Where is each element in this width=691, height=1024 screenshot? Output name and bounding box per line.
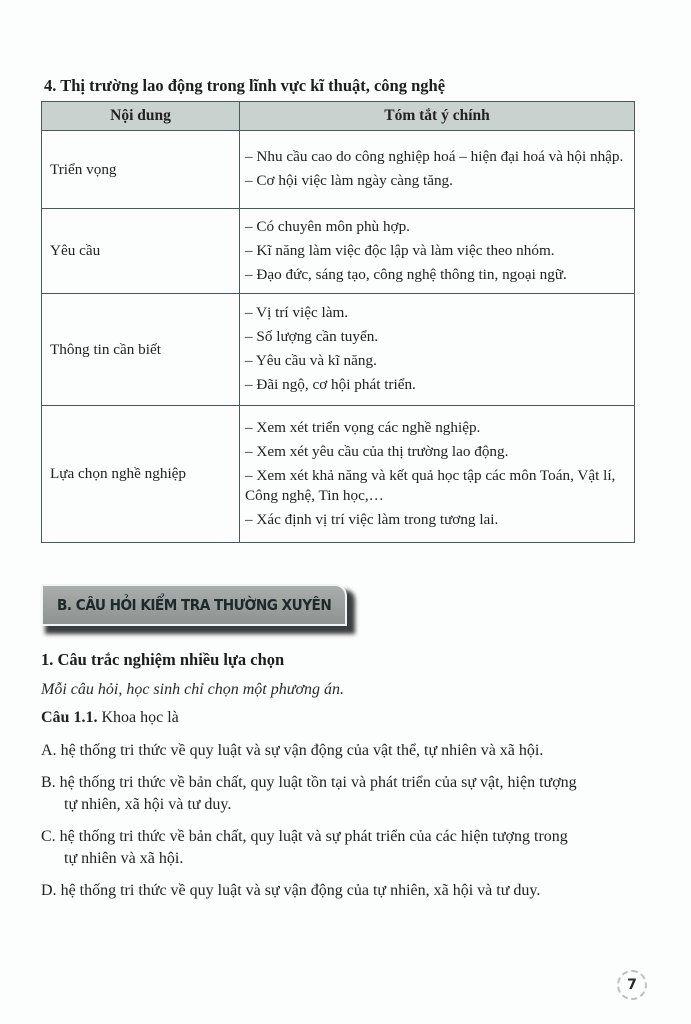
section-heading: 4. Thị trường lao động trong lĩnh vực kĩ thuật, công nghệ [44, 76, 446, 95]
table-row [42, 406, 635, 543]
bullet-point: – Cơ hội việc làm ngày càng tăng. [245, 172, 453, 189]
option-letter: A. [41, 742, 57, 759]
instruction-text: Mỗi câu hỏi, học sinh chỉ chọn một phương án. [41, 681, 345, 698]
row-content [240, 294, 635, 406]
row-label: Triển vọng [42, 131, 240, 209]
sub-heading: 1. Câu trắc nghiệm nhiều lựa chọn [41, 650, 285, 669]
option-a [41, 740, 641, 762]
bullet-point: – Xem xét triển vọng các nghề nghiệp. [245, 418, 481, 436]
bullet-point: – Yêu cầu và kĩ năng. [245, 352, 377, 369]
section-banner [41, 584, 355, 634]
row-content [240, 209, 635, 294]
option-c [41, 826, 641, 870]
table-header-row [42, 102, 635, 131]
option-d [41, 880, 641, 902]
row-label: Yêu cầu [42, 209, 240, 294]
bullet-point: – Kĩ năng làm việc độc lập và làm việc theo nhóm. [245, 241, 555, 259]
bullet-point: – Đãi ngộ, cơ hội phát triển. [245, 376, 416, 393]
table-row [42, 131, 635, 209]
column-header-content: Nội dung [42, 102, 240, 131]
row-content [240, 406, 635, 543]
summary-table [41, 101, 635, 543]
option-letter: C. [41, 828, 56, 845]
bullet-point: – Xác định vị trí việc làm trong tương lai. [245, 510, 499, 528]
bullet-point: – Xem xét yêu cầu của thị trường lao động. [245, 442, 509, 460]
bullet-point: – Đạo đức, sáng tạo, công nghệ thông tin, ngoại ngữ. [245, 265, 567, 283]
option-text: hệ thống tri thức về bản chất, quy luật và sự phát triển của các hiện tượng trong [55, 828, 568, 845]
bullet-point: – Số lượng cần tuyển. [245, 328, 379, 345]
option-letter: B. [41, 774, 56, 791]
table-row [42, 209, 635, 294]
question [41, 709, 179, 727]
bullet-point: – Có chuyên môn phù hợp. [245, 217, 410, 235]
bullet-point: – Vị trí việc làm. [245, 304, 349, 321]
banner-title: B. CÂU HỎI KIỂM TRA THƯỜNG XUYÊN [57, 596, 332, 614]
table-row [42, 294, 635, 406]
option-text: hệ thống tri thức về quy luật và sự vận động của tự nhiên, xã hội và tư duy. [56, 882, 541, 899]
option-b [41, 772, 641, 816]
question-number: Câu 1.1. [41, 709, 98, 726]
row-content [240, 131, 635, 209]
page-number: 7 [617, 970, 647, 1000]
column-header-summary: Tóm tắt ý chính [240, 102, 635, 131]
row-label: Thông tin cần biết [42, 294, 240, 406]
option-text: hệ thống tri thức về quy luật và sự vận động của vật thể, tự nhiên và xã hội. [56, 742, 544, 759]
bullet-point: – Nhu cầu cao do công nghiệp hoá – hiện đại hoá và hội nhập. [245, 148, 624, 165]
option-text-continued: tự nhiên, xã hội và tư duy. [64, 796, 232, 813]
banner-plate [41, 584, 347, 626]
option-text-continued: tự nhiên và xã hội. [64, 850, 184, 867]
bullet-point: – Xem xét khả năng và kết quả học tập các môn Toán, Vật lí, Công nghệ, Tin học,… [245, 466, 616, 504]
option-letter: D. [41, 882, 57, 899]
option-text: hệ thống tri thức về bản chất, quy luật tồn tại và phát triển của sự vật, hiện tượng [55, 774, 577, 791]
row-label: Lựa chọn nghề nghiệp [42, 406, 240, 543]
question-text: Khoa học là [97, 709, 179, 726]
